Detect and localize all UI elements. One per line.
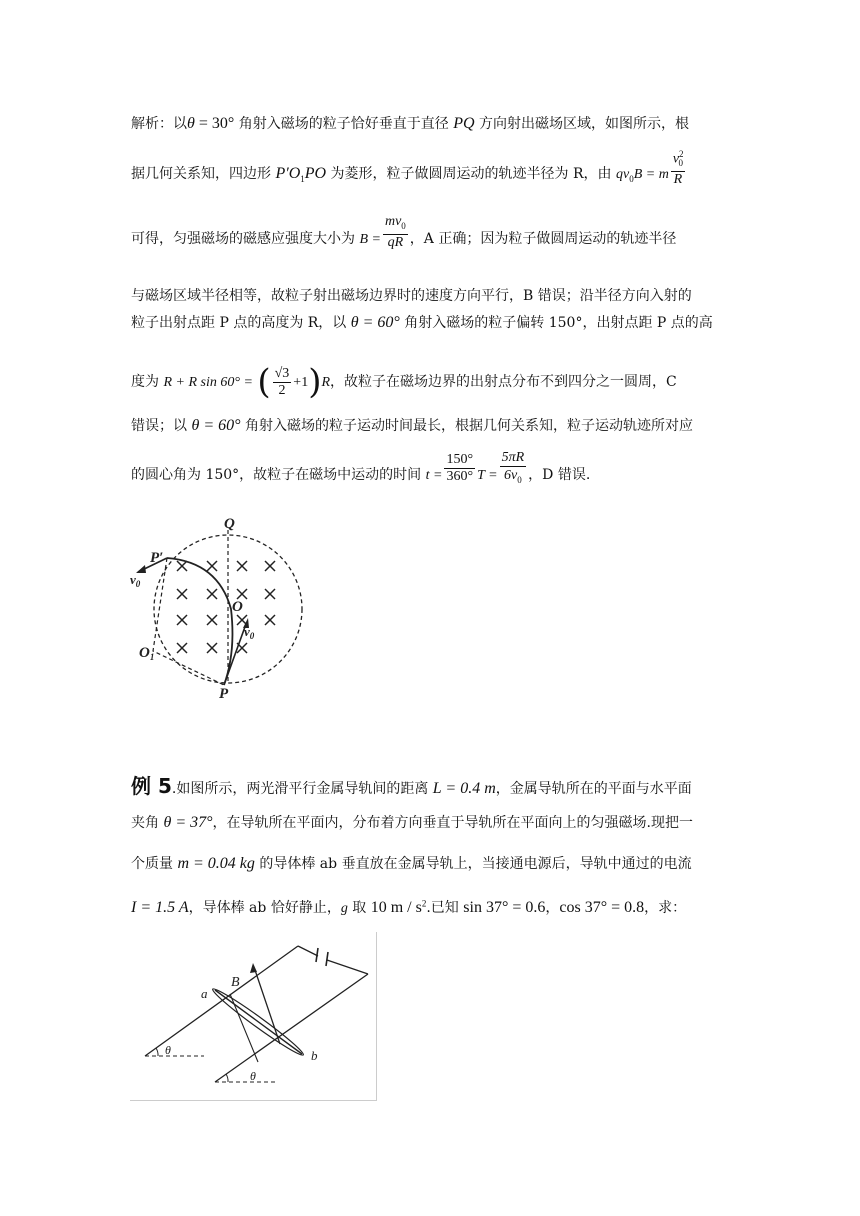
label-P: P [219, 686, 229, 702]
battery-icon [316, 948, 328, 966]
label-theta-1: θ [165, 1043, 171, 1057]
field-line-B [255, 970, 280, 1044]
analysis-line-4: 与磁场区域半径相等，故粒子射出磁场边界时的速度方向平行，B 错误；沿半径方向入射的 [131, 288, 692, 304]
example5-line-1: 例 5.如图所示，两光滑平行金属导轨间的距离 L = 0.4 m，金属导轨所在的平面与水平面 [131, 774, 692, 798]
fraction-5piR-over-6v0: $\frac{5\pi R}{6v_0}$ [501, 450, 525, 485]
velocity-arrow-right [224, 624, 246, 685]
analysis-line-5: 粒子出射点距 P 点的高度为 R，以 θ = 60° 角射入磁场的粒子偏转 150°，出射点距 P 点的高 [131, 314, 713, 331]
example-label: 例 5 [131, 774, 172, 798]
label-Q: Q [224, 516, 235, 532]
analysis-line-7: 错误；以 θ = 60° 角射入磁场的粒子运动时间最长，根据几何关系知，粒子运动轨迹所对应 [131, 417, 693, 434]
magnetic-cross-marks [177, 561, 275, 653]
label-O: O [232, 599, 243, 615]
particle-trajectory [167, 558, 232, 685]
fraction-mv0-over-qR: $\frac{mv_0}{qR}$ [384, 214, 406, 250]
example5-line-3: 个质量 m = 0.04 kg 的导体棒 ab 垂直放在金属导轨上，当接通电源后，导轨中通过的电流 [131, 855, 692, 872]
analysis-line-1: 解析：以θ = 30° 角射入磁场的粒子恰好垂直于直径 PQ 方向射出磁场区域，如图所示，根 [131, 115, 689, 132]
example5-line-4: I = 1.5 A，导体棒 ab 恰好静止，g 取 10 m / $s^2$.已知 sin 37° = 0.6，cos 37° = 0.8，求： [131, 898, 687, 916]
figure-inclined-rails [130, 932, 377, 1101]
label-B: B [231, 975, 240, 990]
label-theta-2: θ [250, 1069, 256, 1083]
conductor-rod-ab [215, 990, 302, 1054]
analysis-line-8: 的圆心角为 150°，故粒子在磁场中运动的时间 t = $\frac{150^\circ}{360^\circ}$ T = $\frac{5\pi R}{6v_0}$ ，D 错误. [131, 462, 743, 488]
example5-line-2: 夹角 θ = 37°，在导轨所在平面内，分布着方向垂直于导轨所在平面向上的匀强磁场.现把一 [131, 814, 693, 831]
fraction-v0-squared-over-R: $\frac{v^2_0}{R}$ [671, 146, 685, 188]
analysis-line-6: 度为 R + R sin 60° = ( $\frac{√3}{2}$ +1)R，故粒子在磁场边界的出射点分布不到四分之一圆周，C [131, 362, 677, 402]
analysis-line-3: 可得，匀强磁场的磁感应强度大小为 B = $\frac{mv_0}{qR}$ ，A 正确；因为粒子做圆周运动的轨迹半径 [131, 214, 677, 250]
fraction-150-over-360: $\frac{150^\circ}{360^\circ}$ [446, 452, 474, 485]
label-O1: $O_1$ [139, 645, 155, 662]
rail-right [215, 974, 368, 1082]
label-v0-left: $v_0$ [130, 572, 141, 589]
label-b: b [311, 1048, 318, 1063]
label-v0-right: $v_0$ [244, 624, 255, 641]
figure-magnetic-circle [128, 512, 318, 702]
fraction-sqrt3-over-2: $\frac{√3}{2}$ [274, 365, 290, 398]
analysis-line-2: 据几何关系知，四边形 $P'O_1PO$ 为菱形，粒子做圆周运动的轨迹半径为 R，由 $qv_0B = m$ $\frac{v^2_0}{R}$ [131, 160, 743, 188]
label-P-prime: P′ [150, 550, 164, 566]
label-a: a [201, 986, 208, 1001]
